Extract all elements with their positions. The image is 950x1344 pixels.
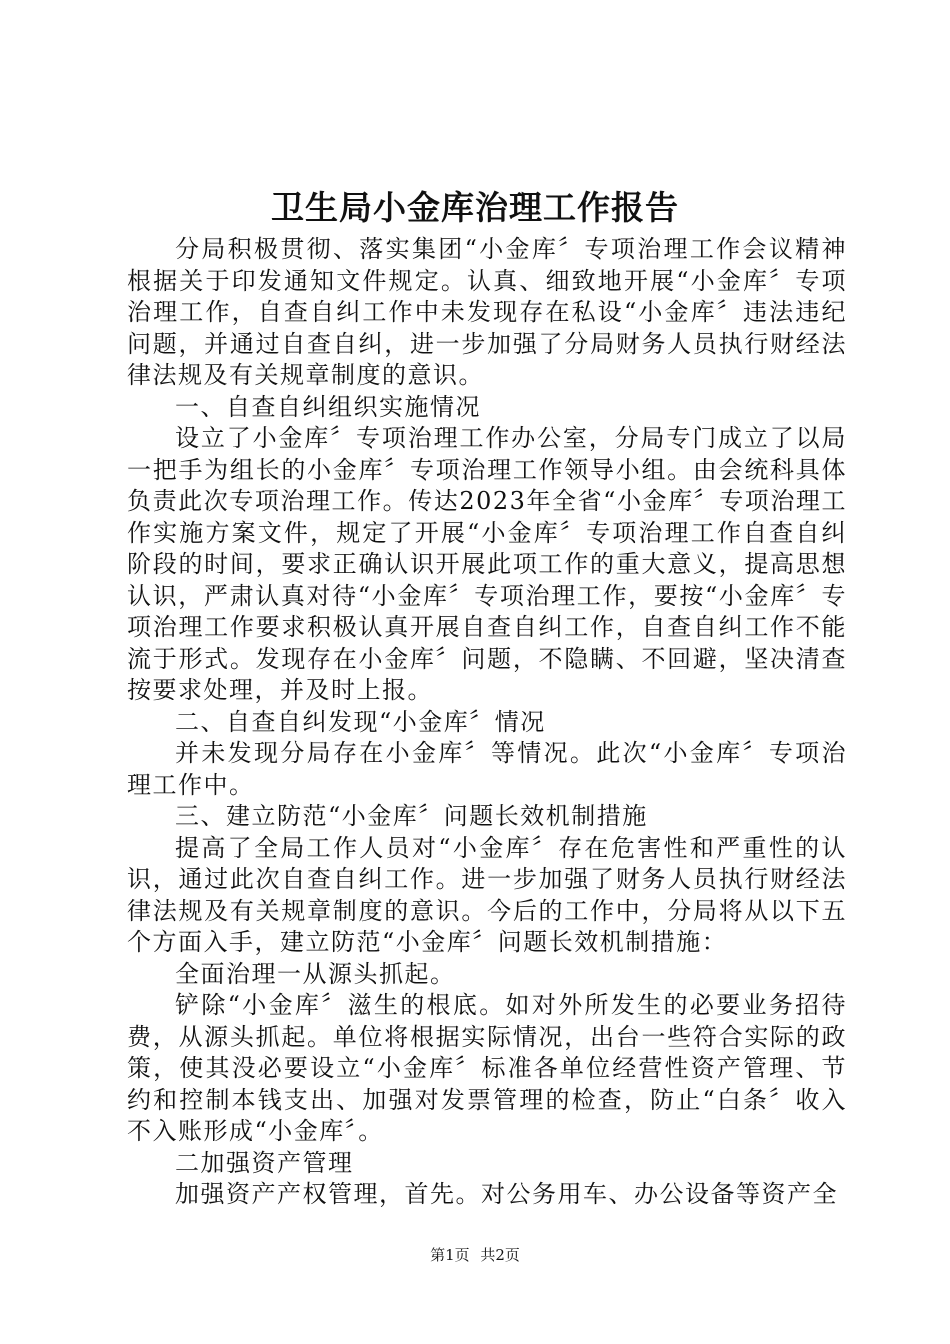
paragraph-section-1: 设立了小金库〞专项治理工作办公室，分局专门成立了以局一把手为组长的小金库〞专项治理工作领导小组。由会统科具体负责此次专项治理工作。传达2023年全省“小金库〞专项治理工作实施方案文件，规定了开展“小金库〞专项治理工作自查自纠阶段的时间，要求正确认识开展此项工作的重大意义，提高思想认识，严肃认真对待“小金库〞专项治理工作，要按“小金库〞专项治理工作要求积极认真开展自查自纠工作，自查自纠工作不能流于形式。发现存在小金库〞问题，不隐瞒、不回避，坚决清查按要求处理，并及时上报。 [127, 424, 847, 704]
section-heading-1: 一、自查自纠组织实施情况 [175, 392, 481, 421]
subheading-asset-management: 二加强资产管理 [175, 1148, 354, 1177]
document-title: 卫生局小金库治理工作报告 [271, 188, 679, 227]
paragraph-section-2: 并未发现分局存在小金库〞等情况。此次“小金库〞专项治理工作中。 [127, 739, 847, 799]
document-body [127, 234, 847, 1211]
paragraph-section-3: 提高了全局工作人员对“小金库〞存在危害性和严重性的认识，通过此次自查自纠工作。进一步加强了财务人员执行财经法律法规及有关规章制度的意识。今后的工作中，分局将从以下五个方面入手，建立防范“小金库〞问题长效机制措施： [127, 833, 847, 956]
page-number: 第1页 [430, 1246, 470, 1264]
page-total: 共2页 [480, 1246, 520, 1264]
subheading-source-control: 全面治理一从源头抓起。 [175, 959, 456, 988]
paragraph-asset-management: 加强资产产权管理，首先。对公务用车、办公设备等资产全 [175, 1180, 838, 1208]
page-footer [0, 1245, 950, 1265]
section-heading-2: 二、自查自纠发现“小金库〞情况 [175, 707, 546, 736]
paragraph-source-control: 铲除“小金库〞滋生的根底。如对外所发生的必要业务招待费，从源头抓起。单位将根据实际情况，出台一些符合实际的政策，使其没必要设立“小金库〞标准各单位经营性资产管理、节约和控制本钱支出、加强对发票管理的检查，防止“白条〞收入不入账形成“小金库〞。 [127, 991, 847, 1145]
section-heading-3: 三、建立防范“小金库〞问题长效机制措施 [175, 802, 648, 830]
paragraph-intro: 分局积极贯彻、落实集团“小金库〞专项治理工作会议精神根据关于印发通知文件规定。认真、细致地开展“小金库〞专项治理工作，自查自纠工作中未发现存在私设“小金库〞违法违纪问题，并通过自查自纠，进一步加强了分局财务人员执行财经法律法规及有关规章制度的意识。 [127, 235, 847, 389]
